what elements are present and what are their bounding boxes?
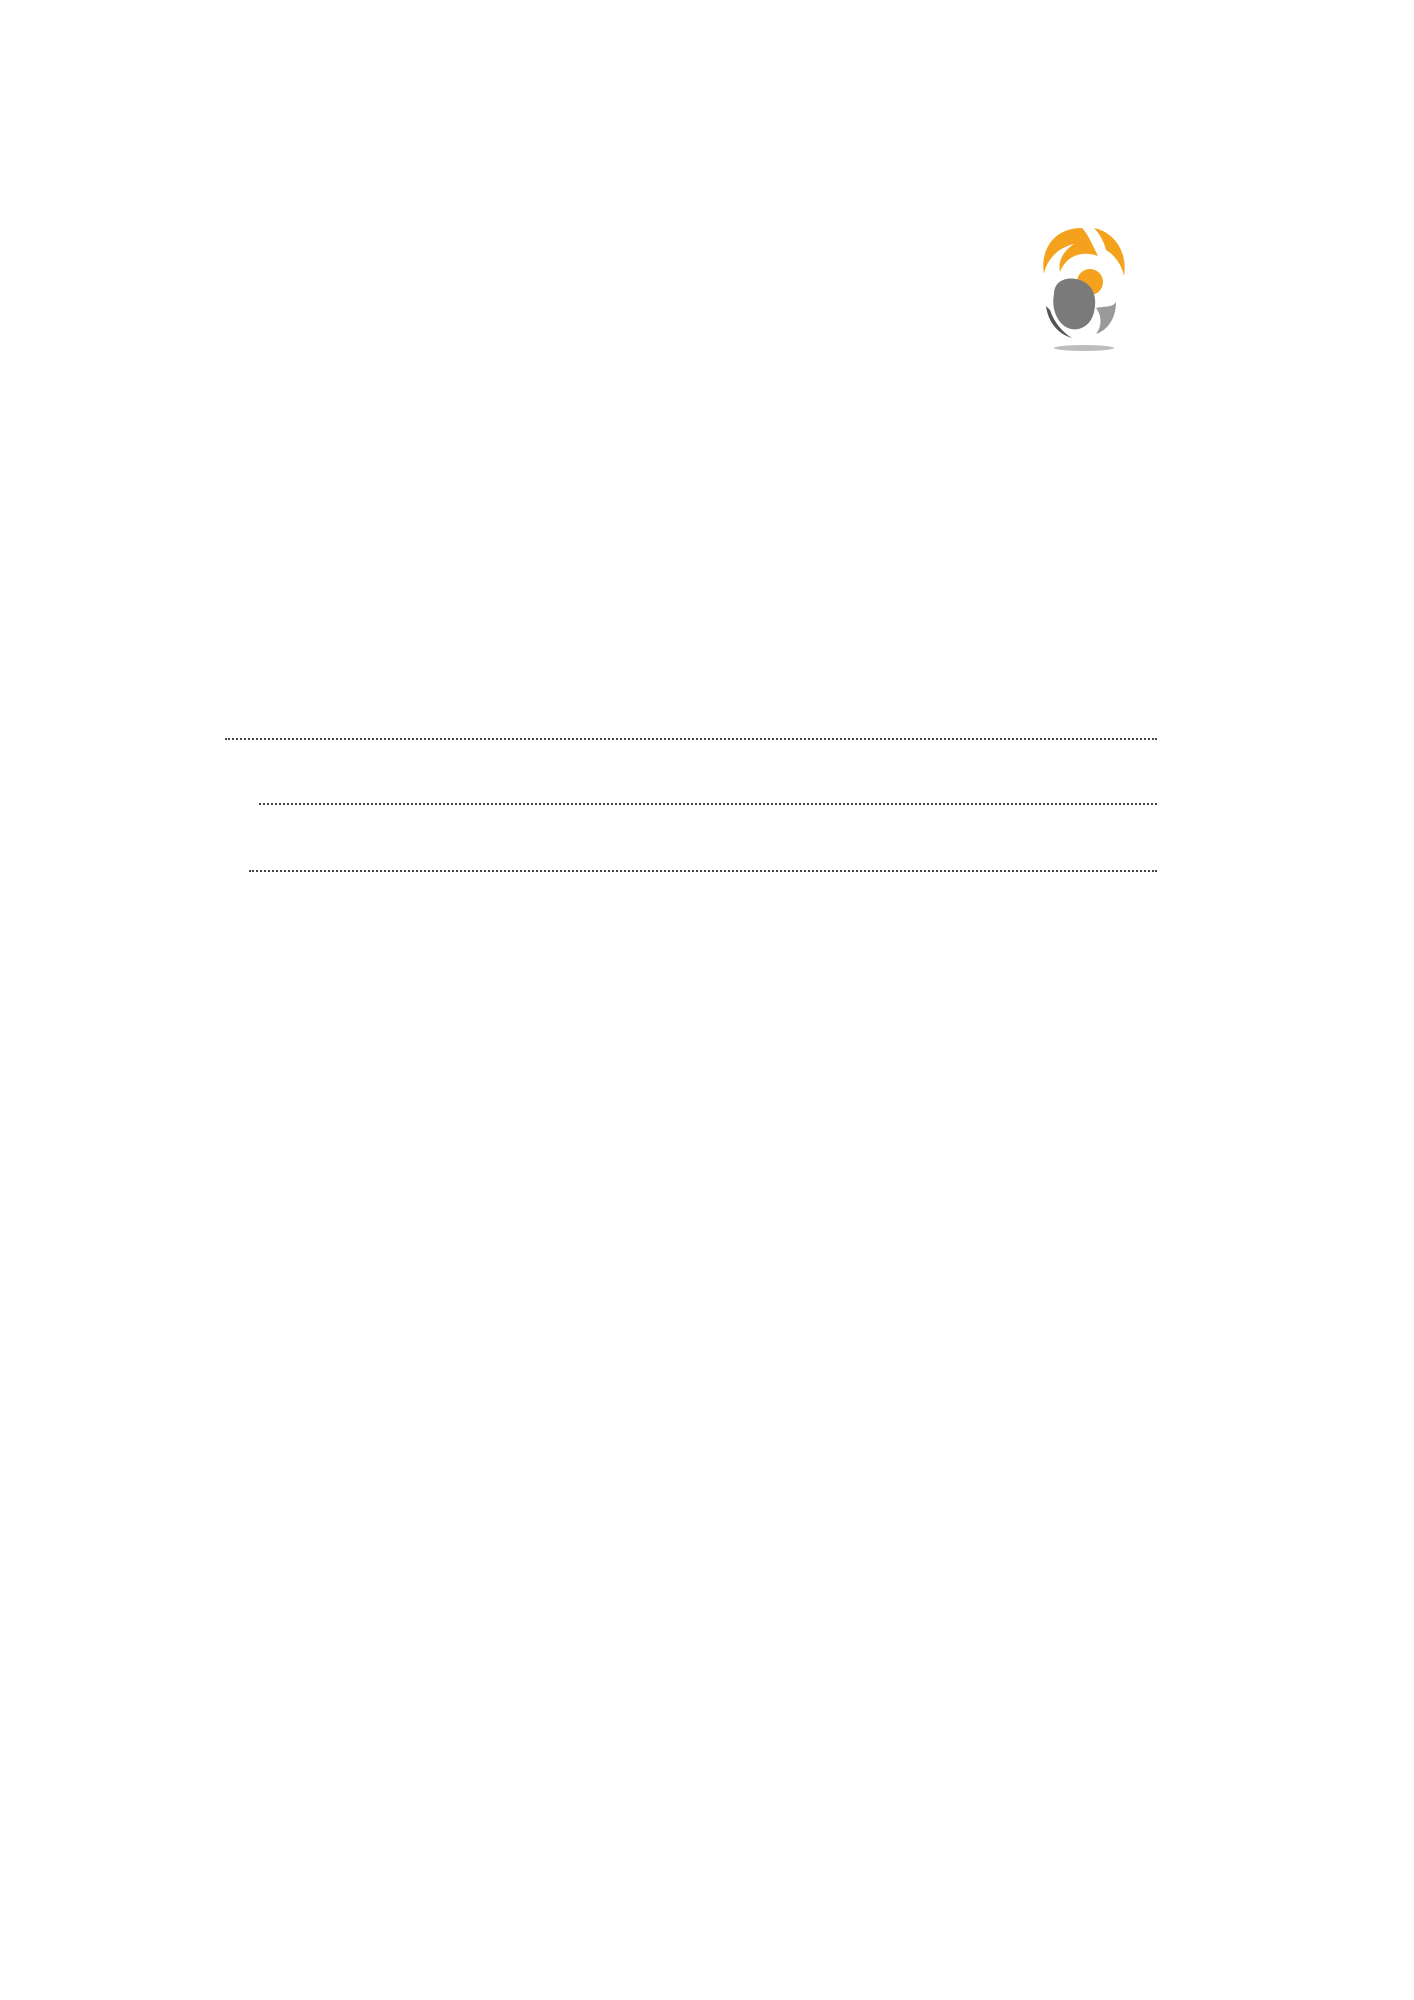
logo-mark-icon xyxy=(1032,222,1132,358)
date-dotted-line xyxy=(225,738,1157,740)
place-dotted-line xyxy=(259,803,1157,805)
date-field xyxy=(167,702,1157,742)
li-sue-logo xyxy=(1032,222,1252,362)
trainer-field xyxy=(167,834,1157,874)
place-field xyxy=(167,767,1157,807)
trainer-dotted-line xyxy=(249,870,1157,872)
